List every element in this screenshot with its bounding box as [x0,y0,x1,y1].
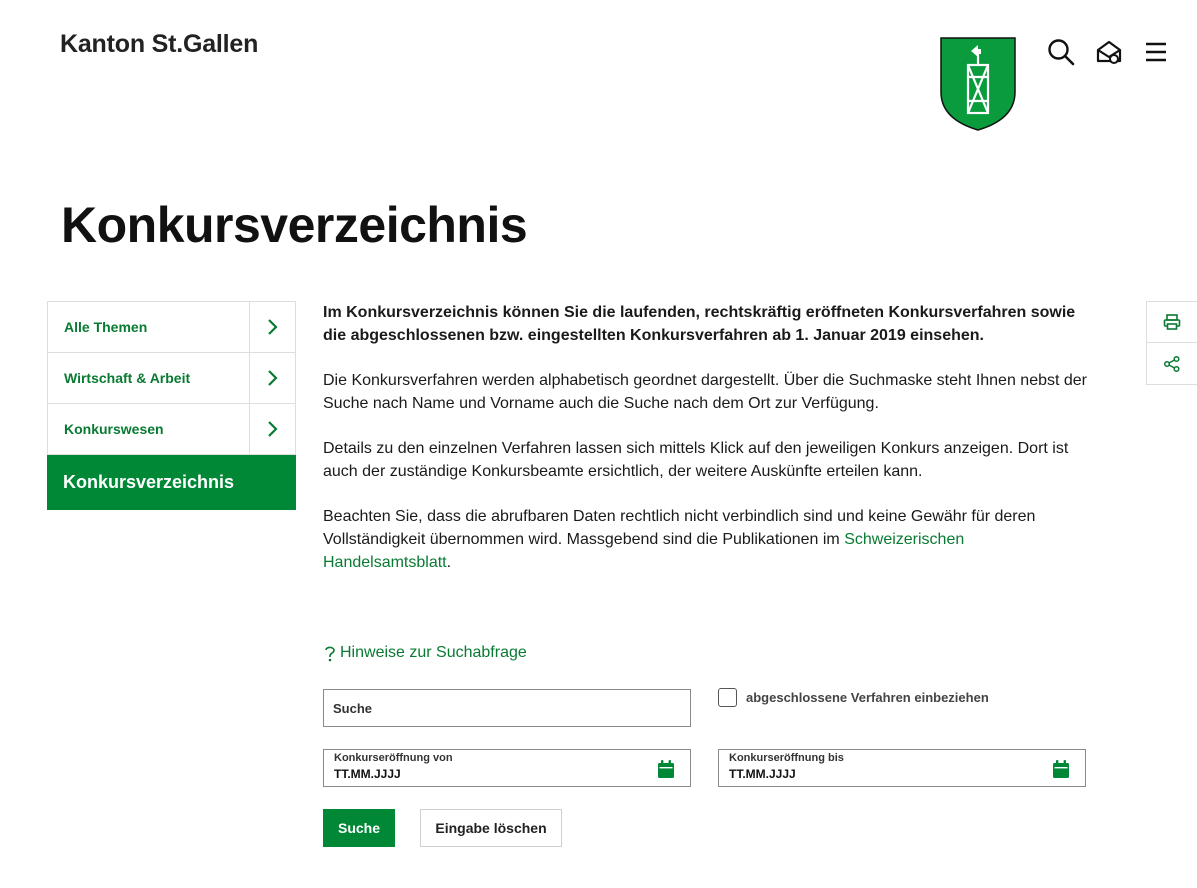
coat-of-arms-icon[interactable] [940,37,1016,131]
date-from-value[interactable]: TT.MM.JJJJ [334,767,401,781]
paragraph-ordering: Die Konkursverfahren werden alphabetisch geordnet dargestellt. Über die Suchmaske steht Ihnen nebst der Suche nach Name und Vorname auch die Suche nach dem Ort zur Verfügung. [323,372,1088,412]
sidebar-item-alle-themen[interactable] [47,301,296,353]
share-button[interactable] [1146,343,1197,385]
disclaimer-text: Beachten Sie, dass die abrufbaren Daten rechtlich nicht verbindlich sind und keine Gewähr für deren Vollständigkeit übernommen wird. Massgebend sind die Publikationen im [323,508,1036,548]
question-hint-icon [323,644,337,662]
search-input[interactable] [324,690,690,726]
calendar-icon[interactable] [1053,760,1069,778]
disclaimer-end: . [446,554,452,571]
paragraph-details: Details zu den einzelnen Verfahren lassen sich mittels Klick auf den jeweiligen Konkurs anzeigen. Dort ist auch der zuständige Konkursbeamte ersichtlich, der weitere Auskünfte erteilen kann. [323,440,1069,480]
site-logo-title[interactable]: Kanton St.Gallen [60,30,259,58]
sidebar-active-label: Konkursverzeichnis [63,472,235,492]
date-to-label: Konkurseröffnung bis [729,752,844,764]
chevron-right-icon[interactable] [249,404,295,454]
include-closed-checkbox[interactable] [718,688,989,707]
date-to-value[interactable]: TT.MM.JJJJ [729,767,796,781]
calendar-icon[interactable] [658,760,674,778]
date-from-field[interactable] [323,749,691,787]
checkbox-box[interactable] [718,688,737,707]
sidebar-item-konkurswesen[interactable] [47,404,296,455]
chevron-right-icon[interactable] [249,353,295,403]
contact-icon[interactable] [1094,37,1124,67]
sidebar-item-label: Wirtschaft & Arbeit [64,370,191,386]
date-to-field[interactable] [718,749,1086,787]
search-hints-label: Hinweise zur Suchabfrage [340,644,527,661]
page-title: Konkursverzeichnis [61,197,528,253]
menu-icon[interactable] [1142,37,1172,67]
page-tools [1146,301,1197,385]
sidebar-nav [47,301,296,510]
share-icon [1163,355,1181,373]
search-hints-link[interactable] [323,644,527,662]
paragraph-disclaimer [323,505,1093,574]
search-icon[interactable] [1046,37,1076,67]
sidebar-item-label: Alle Themen [64,319,148,335]
chevron-right-icon[interactable] [249,302,295,352]
sidebar-item-wirtschaft-arbeit[interactable] [47,353,296,404]
checkbox-label: abgeschlossene Verfahren einbeziehen [746,690,989,705]
print-icon [1163,313,1181,331]
handelsamtsblatt-link[interactable]: Schweizerischen Handelsamtsblatt [323,531,965,571]
clear-input-button[interactable]: Eingabe löschen [420,809,562,847]
print-button[interactable] [1146,301,1197,343]
sidebar-item-label: Konkurswesen [64,421,164,437]
lead-paragraph: Im Konkursverzeichnis können Sie die laufenden, rechtskräftig eröffneten Konkursverfahren sowie die abgeschlossenen bzw. eingestellten Konkursverfahren ab 1. Januar 2019 einsehen. [323,304,1076,344]
intro-text [323,301,1093,596]
sidebar-item-konkursverzeichnis-active[interactable] [47,455,296,510]
search-field-wrapper [323,689,691,727]
date-from-label: Konkurseröffnung von [334,752,453,764]
search-submit-button[interactable]: Suche [323,809,395,847]
